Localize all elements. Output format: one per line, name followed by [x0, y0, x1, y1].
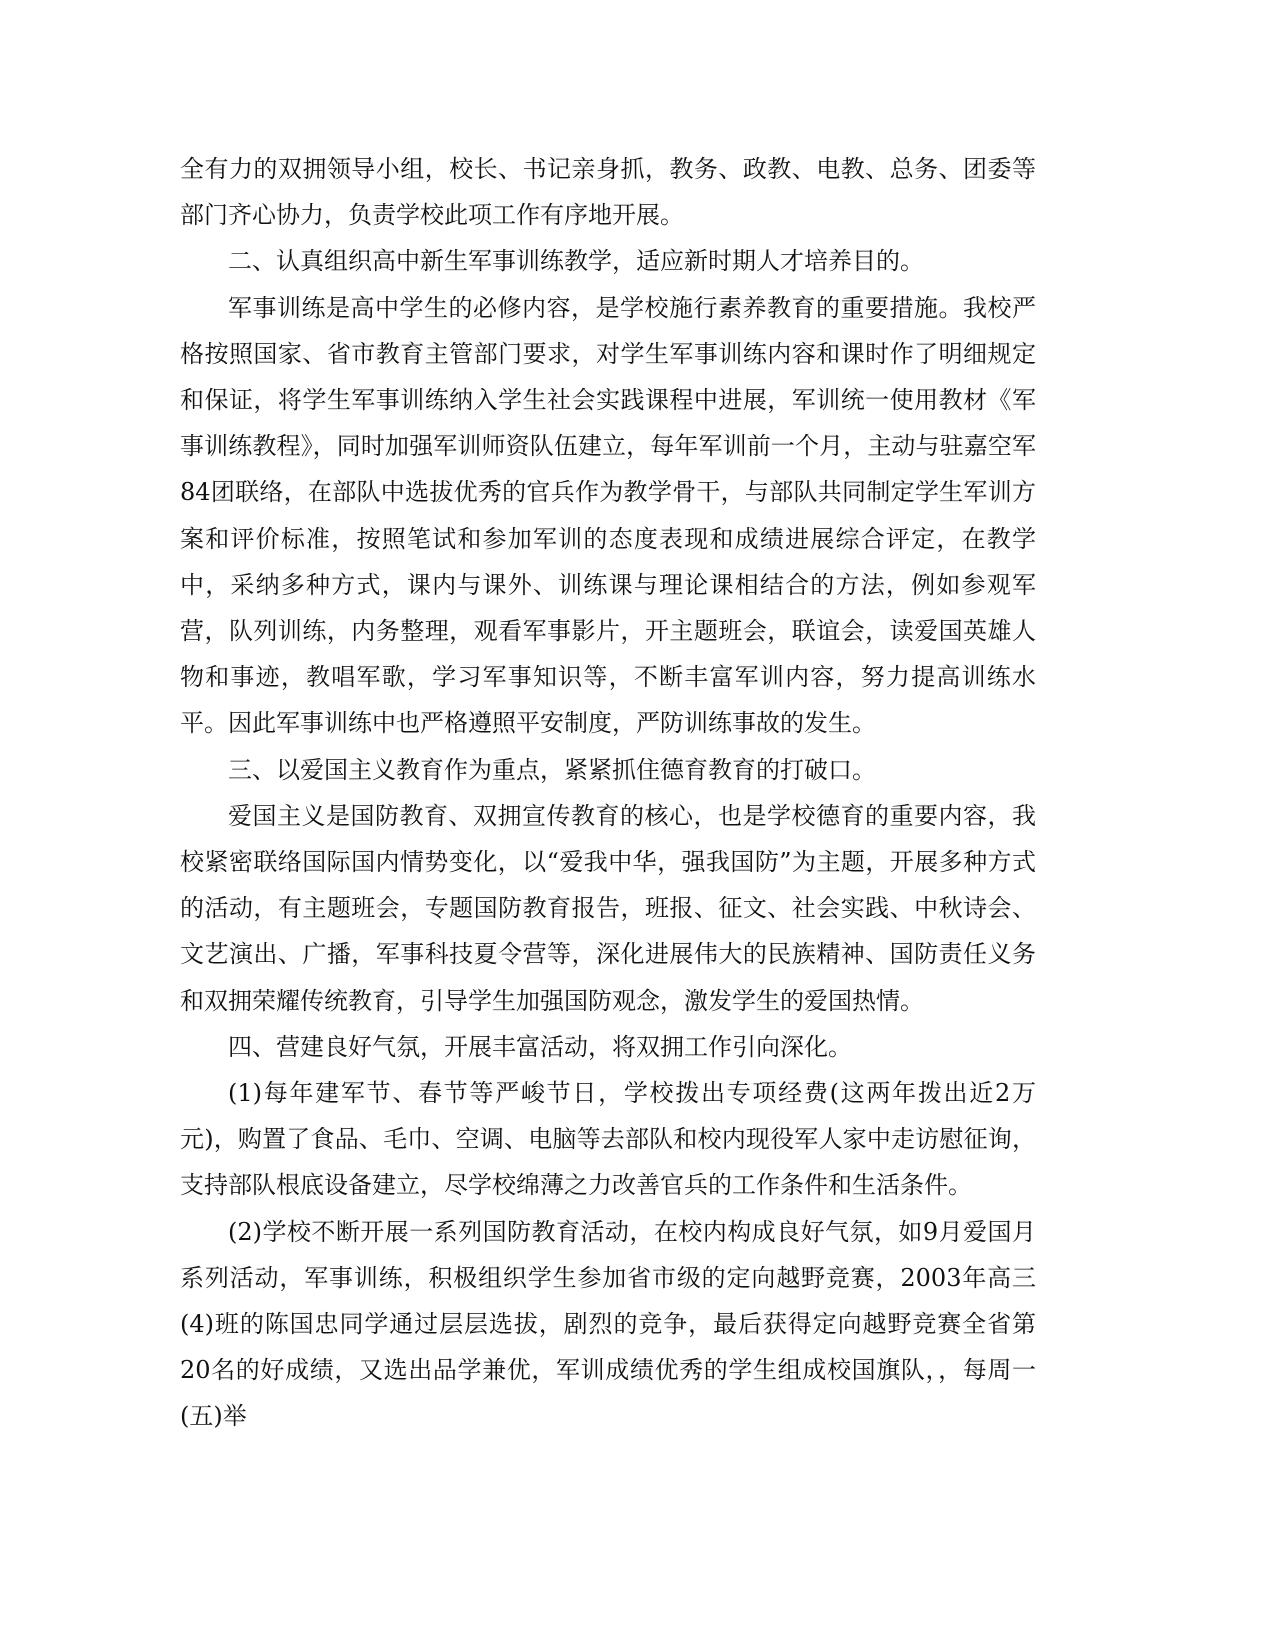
- section-heading-2: 二、认真组织高中新生军事训练教学，适应新时期人才培养目的。: [228, 247, 924, 276]
- paragraph-item-1: (1)每年建军节、春节等严峻节日，学校拨出专项经费(这两年拨出近2万元)，购置了食品、毛巾、空调、电脑等去部队和校内现役军人家中走访慰征询，支持部队根底设备建立，尽学校绵薄之力改善官兵的工作条件和生活条件。: [180, 1079, 1036, 1200]
- paragraph-military-training: 军事训练是高中学生的必修内容，是学校施行素养教育的重要措施。我校严格按照国家、省市教育主管部门要求，对学生军事训练内容和课时作了明细规定和保证，将学生军事训练纳入学生社会实践课程中进展，军训统一使用教材《军事训练教程》，同时加强军训师资队伍建立，每年军训前一个月，主动与驻嘉空军84团联络，在部队中选拔优秀的官兵作为教学骨干，与部队共同制定学生军训方 案和评价标准，按照笔试和参加军训的态度表现和成绩进展综合评定，在教学中，采纳多种方式，课内与课外、训练课与理论课相结合的方法，例如参观军营，队列训练，内务整理，观看军事影片，开主题班会，联谊会，读爱国英雄人物和事迹，教唱军歌，学习军事知识等，不断丰富军训内容，努力提高训练水平。因此军事训练中也严格遵照平安制度，严防训练事故的发生。: [180, 293, 1084, 738]
- section-heading-3: 三、以爱国主义教育作为重点，紧紧抓住德育教育的打破口。: [228, 755, 876, 784]
- paragraph-continuation: 全有力的双拥领导小组，校长、书记亲身抓，教务、政教、电教、总务、团委等部门齐心协力，负责学校此项工作有序地开展。: [180, 155, 1036, 230]
- document-body: [180, 146, 1084, 1440]
- paragraph-item-2: (2)学校不断开展一系列国防教育活动，在校内构成良好气氛，如9月爱国月系列活动，军事训练，积极组织学生参加省市级的定向越野竞赛，2003年高三(4)班的陈国忠同学通过层层选拔，剧烈的竞争，最后获得定向越野竞赛全省第20名的好成绩，又选出品学兼优，军训成绩优秀的学生组成校国旗队，，每周一(五)举: [180, 1217, 1036, 1431]
- paragraph-patriotism: 爱国主义是国防教育、双拥宣传教育的核心，也是学校德育的重要内容，我校紧密联络国际国内情势变化，以“爱我中华，强我国防”为主题，开展多种方式的活动，有主题班会，专题国防教育报告，班报、征文、社会实践、中秋诗会、文艺演出、广播，军事科技夏令营等，深化进展伟大的民族精神、国防责任义务和双拥荣耀传统教育，引导学生加强国防观念，激发学生的爱国热情。: [180, 801, 1036, 1015]
- section-heading-4: 四、营建良好气氛，开展丰富活动，将双拥工作引向深化。: [228, 1032, 852, 1061]
